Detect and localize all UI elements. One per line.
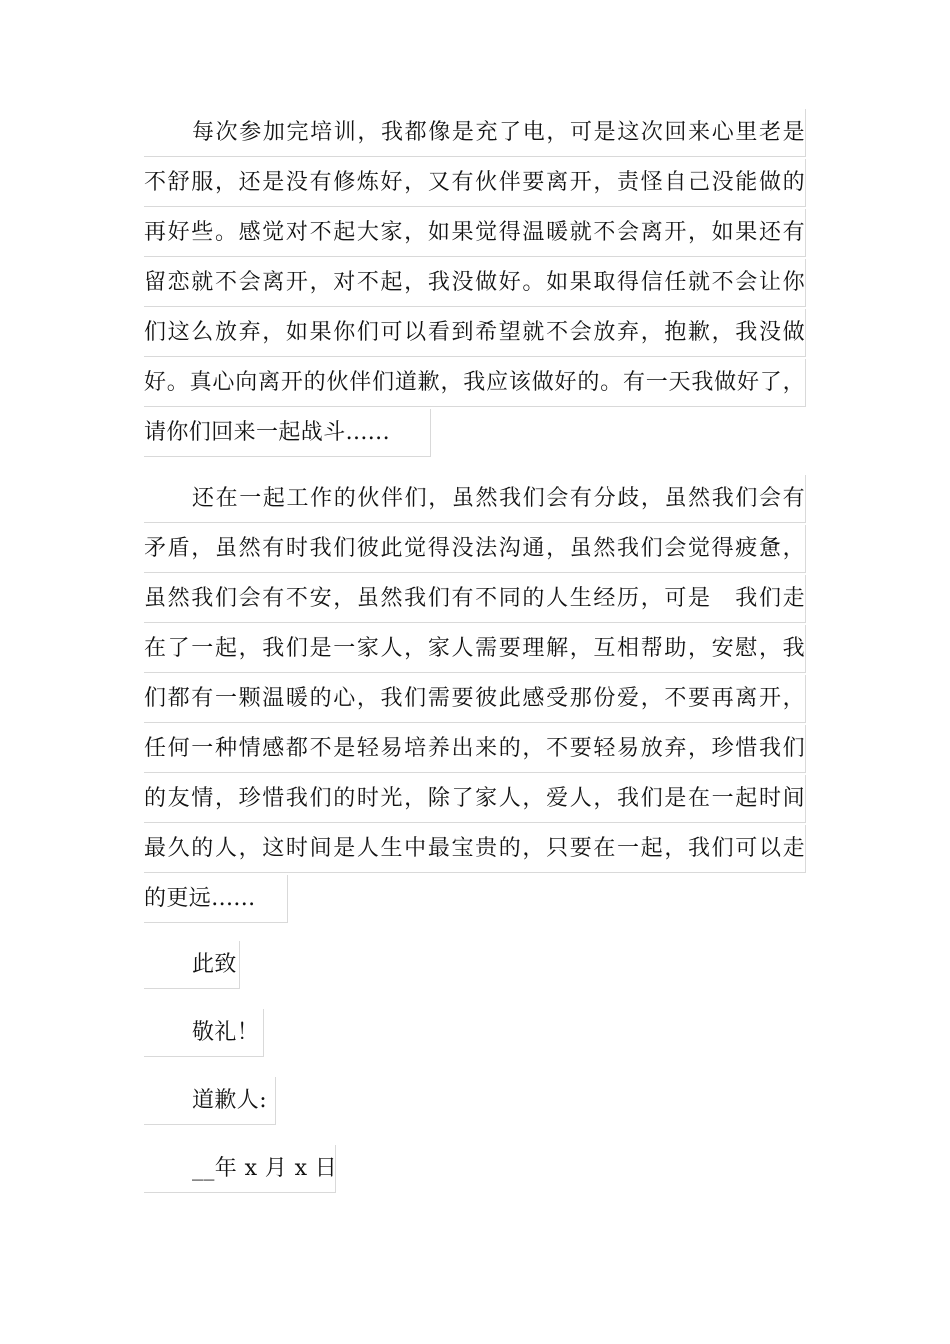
paragraph-1-line-2: 不舒服，还是没有修炼好，又有伙伴要离开，责怪自己没能做的 xyxy=(144,159,806,207)
paragraph-2-line-4: 在了一起，我们是一家人，家人需要理解，互相帮助，安慰，我 xyxy=(144,625,806,673)
paragraph-1-line-7: 请你们回来一起战斗...... xyxy=(144,409,431,457)
paragraph-2-line-1: 还在一起工作的伙伴们，虽然我们会有分歧，虽然我们会有 xyxy=(144,475,806,523)
closing-regards: 敬礼！ xyxy=(144,1009,264,1057)
date-line: __年 x 月 x 日 xyxy=(144,1145,336,1193)
paragraph-1-line-4: 留恋就不会离开，对不起，我没做好。如果取得信任就不会让你 xyxy=(144,259,806,307)
paragraph-2-line-9: 的更远...... xyxy=(144,875,288,923)
paragraph-1-line-3: 再好些。感觉对不起大家，如果觉得温暖就不会离开，如果还有 xyxy=(144,209,806,257)
paragraph-2-line-3: 虽然我们会有不安，虽然我们有不同的人生经历，可是 我们走 xyxy=(144,575,806,623)
paragraph-1-line-1: 每次参加完培训，我都像是充了电，可是这次回来心里老是 xyxy=(144,109,806,157)
closing-salutation: 此致 xyxy=(144,941,240,989)
paragraph-2-line-7: 的友情，珍惜我们的时光，除了家人，爱人，我们是在一起时间 xyxy=(144,775,806,823)
paragraph-1-line-5: 们这么放弃，如果你们可以看到希望就不会放弃，抱歉，我没做 xyxy=(144,309,806,357)
paragraph-2-line-8: 最久的人，这时间是人生中最宝贵的，只要在一起，我们可以走 xyxy=(144,825,806,873)
signer-label: 道歉人: xyxy=(144,1077,276,1125)
paragraph-2-line-6: 任何一种情感都不是轻易培养出来的，不要轻易放弃，珍惜我们 xyxy=(144,725,806,773)
paragraph-2-line-2: 矛盾，虽然有时我们彼此觉得没法沟通，虽然我们会觉得疲惫， xyxy=(144,525,806,573)
paragraph-1-line-6: 好。真心向离开的伙伴们道歉，我应该做好的。有一天我做好了， xyxy=(144,359,806,407)
paragraph-2-line-5: 们都有一颗温暖的心，我们需要彼此感受那份爱，不要再离开， xyxy=(144,675,806,723)
